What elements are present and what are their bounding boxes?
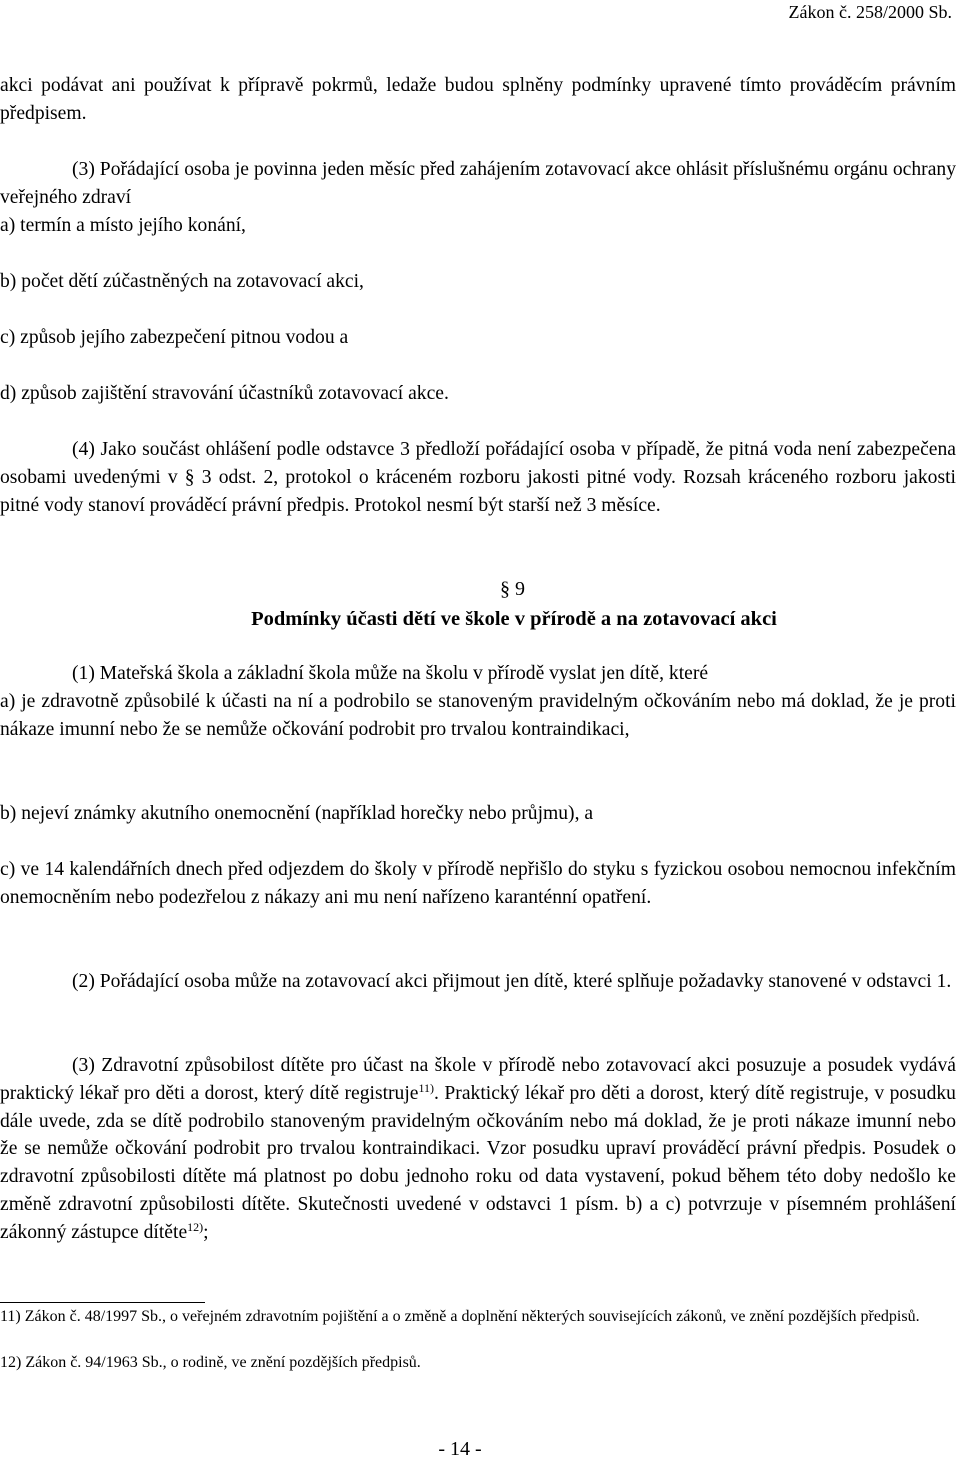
- list-item-b: b) počet dětí zúčastněných na zotavovací akci,: [0, 271, 364, 292]
- running-header: Zákon č. 258/2000 Sb.: [788, 2, 952, 22]
- section-title: Podmínky účasti dětí ve škole v přírodě a na zotavovací akci: [251, 608, 777, 630]
- section-paragraph-3-text-1: (3) Zdravotní způsobilost dítěte pro účast na škole v přírodě nebo zotavovací akci posuzuje a posudek vydává praktický lékař pro děti a dorost, který dítě registruje: [0, 1055, 956, 1104]
- footnote-12: 12) Zákon č. 94/1963 Sb., o rodině, ve znění pozdějších předpisů.: [0, 1354, 421, 1371]
- section-paragraph-3-text-2: . Praktický lékař pro děti a dorost, který dítě registruje, v posudku dále uvede, zda se dítě podrobilo stanoveným pravidelným očkováním nebo má doklad, že je proti nákaze imunní nebo že se nemůže očkování podrobit pro trvalou kontraindikaci. Vzor posudku upraví prováděcí právní předpis. Posudek o zdravotní způsobilosti dítěte má platnost po dobu jednoho roku od data vystavení, pokud během této doby nedošlo ke změně zdravotní způsobilosti dítěte. Skutečnosti uvedené v odstavci 1 písm. b) a c) potvrzuje v písemném prohlášení zákonný zástupce dítěte: [0, 1082, 956, 1243]
- footnote-ref-12: 12): [187, 1219, 204, 1234]
- paragraph-4: (4) Jako součást ohlášení podle odstavce 3 předloží pořádající osoba v případě, že pitná voda není zabezpečena osobami uvedenými v § 3 odst. 2, protokol o kráceném rozboru jakosti pitné vody. Rozsah kráceného rozboru jakosti pitné vody stanoví prováděcí právní předpis. Protokol nesmí být starší než 3 měsíce.: [0, 439, 956, 516]
- paragraph-3: (3) Pořádající osoba je povinna jeden měsíc před zahájením zotavovací akce ohlásit příslušnému orgánu ochrany veřejného zdraví: [0, 159, 956, 208]
- list-item-a: a) termín a místo jejího konání,: [0, 215, 246, 236]
- section-item-c: c) ve 14 kalendářních dnech před odjezdem do školy v přírodě nepřišlo do styku s fyzickou osobou nemocnou infekčním onemocněním nebo podezřelou z nákazy ani mu není nařízeno karanténní opatření.: [0, 859, 956, 908]
- list-item-c: c) způsob jejího zabezpečení pitnou vodou a: [0, 327, 349, 348]
- section-item-a: a) je zdravotně způsobilé k účasti na ní a podrobilo se stanoveným pravidelným očkováním nebo má doklad, že je proti nákaze imunní nebo že se nemůže očkování podrobit pro trvalou kontraindikaci,: [0, 691, 956, 740]
- paragraph-continuation: akci podávat ani používat k přípravě pokrmů, ledaže budou splněny podmínky upravené tímto prováděcím právním předpisem.: [0, 75, 956, 124]
- section-number: § 9: [500, 578, 525, 600]
- footnote-separator: [0, 1302, 205, 1303]
- page-number: - 14 -: [438, 1438, 482, 1460]
- footnote-11: 11) Zákon č. 48/1997 Sb., o veřejném zdravotním pojištění a o změně a doplnění některých souvisejících zákonů, ve znění pozdějších předpisů.: [0, 1308, 920, 1325]
- section-item-b: b) nejeví známky akutního onemocnění (například horečky nebo průjmu), a: [0, 803, 594, 824]
- footnote-ref-11: 11): [418, 1080, 435, 1095]
- section-paragraph-1: (1) Mateřská škola a základní škola může na školu v přírodě vyslat jen dítě, které: [72, 663, 709, 684]
- list-item-d: d) způsob zajištění stravování účastníků zotavovací akce.: [0, 383, 449, 404]
- section-paragraph-3: [0, 1052, 956, 1247]
- section-paragraph-2: (2) Pořádající osoba může na zotavovací akci přijmout jen dítě, které splňuje požadavky stanovené v odstavci 1.: [72, 971, 952, 992]
- section-paragraph-3-text-3: ;: [203, 1221, 209, 1243]
